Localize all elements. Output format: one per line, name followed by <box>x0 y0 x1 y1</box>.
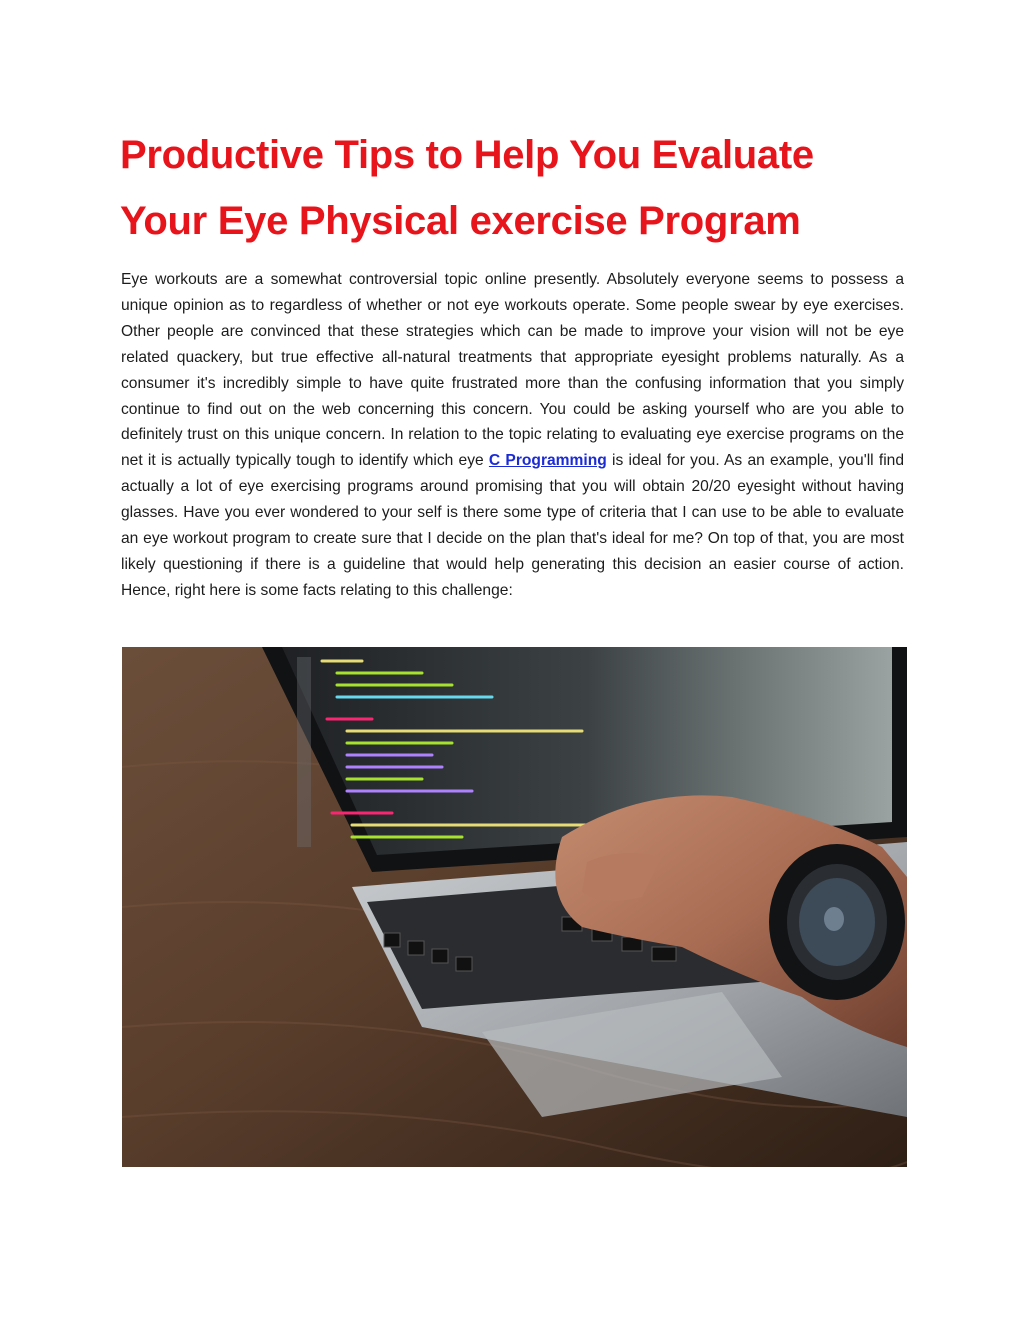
paragraph-text-before-link: Eye workouts are a somewhat controversial topic online presently. Absolutely everyone seems to possess a unique opinion as to regardless of whether or not eye workouts operate. Some people swear by eye exercises. Other people are convinced that these strategies which can be made to improve your vision will not be eye related quackery, but true effective all-natural treatments that appropriate eyesight problems naturally. As a consumer it's incredibly simple to have quite frustrated more than the confusing information that you simply continue to find out on the web concerning this concern. You could be asking yourself who are you able to definitely trust on this unique concern. In relation to the topic relating to evaluating eye exercise programs on the net it is actually typically tough to identify which eye <box>121 271 904 470</box>
title-line-2: Your Eye Physical exercise Program <box>120 199 801 243</box>
paragraph-text-after-link: is ideal for you. As an example, you'll find actually a lot of eye exercising programs around promising that you will obtain 20/20 eyesight without having glasses. Have you ever wondered to your self is there some type of criteria that I can use to be able to evaluate an eye workout program to create sure that I decide on the plan that's ideal for me? On top of that, you are most likely questioning if there is a guideline that would help generating this decision an easier course of action. Hence, right here is some facts relating to this challenge: <box>121 452 904 599</box>
title-line-1: Productive Tips to Help You Evaluate <box>120 133 814 177</box>
laptop-photo <box>122 647 907 1167</box>
page-title <box>120 122 920 254</box>
article-paragraph <box>121 267 904 604</box>
c-programming-link[interactable]: C Programming <box>488 452 607 470</box>
